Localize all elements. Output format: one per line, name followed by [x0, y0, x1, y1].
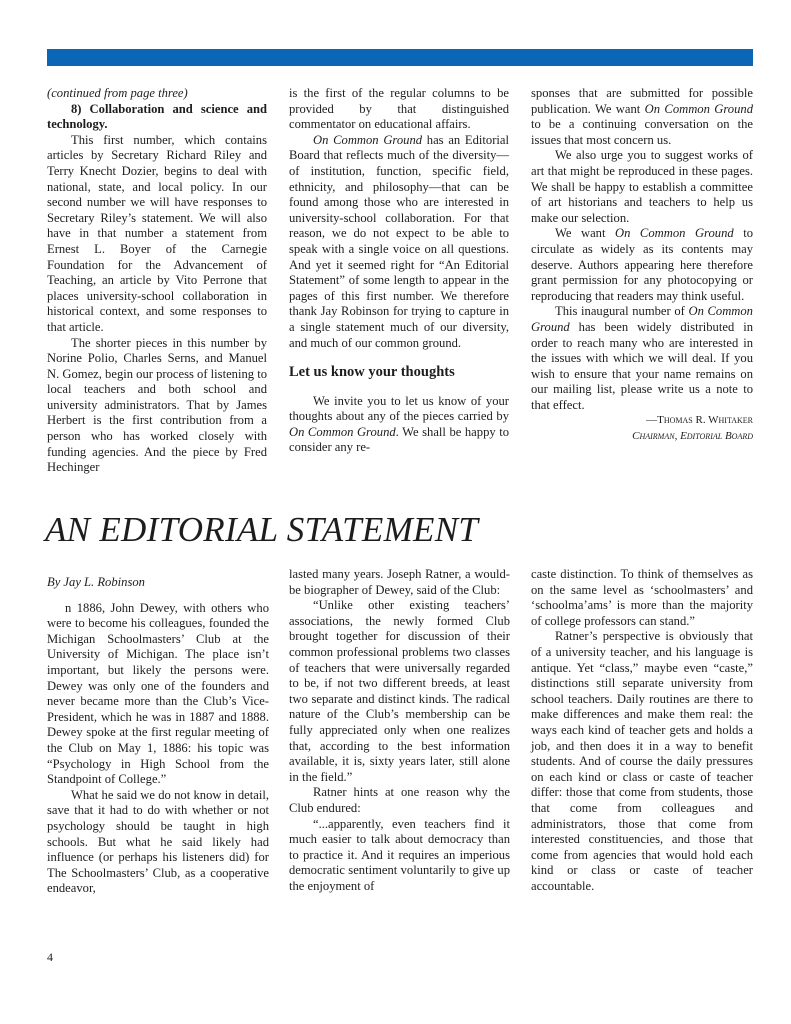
point-heading: 8) Collaboration and science and technology.	[47, 101, 267, 132]
paragraph-text: This inaugural number of	[555, 304, 689, 319]
paragraph	[289, 394, 509, 456]
paragraph: caste distinction. To think of themselves as on the same level as ‘schoolmasters’ and ‘schoolma’ams’ is more than the majority of college professors can stand.”	[531, 567, 753, 628]
paragraph: What he said we do not know in detail, save that it had to do with whether or not psychology should be taught in high schools. But what he said likely had influence (or perhaps his listeners did) for The Schoolmasters’ Club, as a cooperative endeavor,	[47, 787, 269, 896]
article-title: AN EDITORIAL STATEMENT	[45, 510, 479, 549]
paragraph-text: We want	[555, 226, 616, 241]
continued-note: (continued from page three)	[47, 86, 188, 100]
article-column-1	[47, 567, 269, 897]
paragraph-text: has an Editorial Board that reflects much of the diversity—of institution, function, specific field, ethnicity, and philosophy—that can be found among those who are interested in university-school collaboration. For that reason, we do not expect to be able to speak with a single voice on all questions. And yet it seemed right for “An Editorial Statement” of some length to appear in the pages of this first number. We therefore thank Jay Robinson for trying to capture in a single statement much of our diversity, and much of our common ground.	[289, 132, 510, 350]
signature-name: —Thomas R. Whitaker	[646, 414, 753, 427]
journal-title: On Common Ground	[531, 304, 753, 334]
paragraph-text: has been widely distributed in order to reach many who are interested in the issues with which we will deal. If you wish to ensure that your name remains on our mailing list, please write us a note to that effect.	[531, 319, 753, 412]
intro-column-2	[289, 86, 509, 456]
intro-column-3	[531, 86, 753, 445]
paragraph: This first number, which contains articles by Secretary Richard Riley and Terry Knecht Dozier, begins to deal with national, state, and local policy. In our second number we will have responses to Secretary Riley’s statement. We will also have in that number a statement from Ernest L. Boyer of the Carnegie Foundation for the Advancement of Teaching, an article by Vito Perrone that places university-school collaboration in historical context, and some responses to that article.	[47, 132, 267, 334]
byline: By Jay L. Robinson	[47, 575, 145, 589]
paragraph-text: sponses that are submitted for possible publication. We want	[531, 86, 753, 116]
journal-title: On Common Ground	[313, 132, 423, 147]
intro-column-1	[47, 86, 267, 476]
article-column-3	[531, 567, 753, 894]
section-heading: Let us know your thoughts	[289, 364, 455, 381]
paragraph	[531, 86, 753, 148]
paragraph: is the first of the regular columns to be provided by that distinguished commentator on educational affairs.	[289, 86, 509, 132]
paragraph-text: to circulate as widely as its contents may deserve. Authors appearing here therefore grant permission for any photocopying or reproducing that readers may think useful.	[531, 226, 753, 303]
block-quote: “Unlike other existing teachers’ associations, the newly formed Club brought together for discussion of their common professional problems two classes of teachers that were universally regarded to be, if not two different breeds, at least two separate and distinct kinds. The radical nature of the Club’s membership can be fully appreciated only when one realizes that, according to the best information available, it is, sixty years later, still alone in the field.”	[289, 598, 510, 784]
journal-title: On Common Ground	[644, 101, 753, 116]
article-column-2	[289, 567, 510, 894]
paragraph: We also urge you to suggest works of art that might be reproduced in these pages. We shall be happy to establish a committee of art historians and teachers to help us make our selection.	[531, 148, 753, 225]
journal-title: On Common Ground	[289, 424, 396, 439]
signature-title: Chairman, Editorial Board	[632, 430, 753, 443]
block-quote: “...apparently, even teachers find it much easier to talk about democracy than to practice it. And it requires an imperious democratic sentiment voluntarily to give up the enjoyment of	[289, 816, 510, 893]
paragraph-text: to be a continuing conversation on the issues that most concern us.	[531, 117, 753, 147]
paragraph	[531, 226, 753, 304]
paragraph-text: . We shall be happy to consider any re-	[289, 424, 509, 455]
paragraph	[531, 304, 753, 413]
paragraph: lasted many years. Joseph Ratner, a would-be biographer of Dewey, said of the Club:	[289, 567, 510, 597]
paragraph-text: We invite you to let us know of your thoughts about any of the pieces carried by	[289, 393, 509, 424]
paragraph: Ratner’s perspective is obviously that of a university teacher, and his language is antique. Yet “class,” maybe even “caste,” distinctions still separate university from school teachers. Daily routines are there to make differences and make them real: the ways each kind of teacher gets and holds a job, and then does it in a way to benefit students. And of course the daily pressures on each kind or class or caste of teacher differ: those that come from students, those that come from colleagues and administrators, those that come from interested constituencies, and those that come from agencies that would hold each kind or class or caste of teacher accountable.	[531, 629, 753, 893]
journal-title: On Common Ground	[615, 226, 734, 241]
paragraph	[289, 133, 509, 351]
page-number: 4	[47, 950, 53, 964]
paragraph: Ratner hints at one reason why the Club endured:	[289, 785, 510, 815]
paragraph: The shorter pieces in this number by Norine Polio, Charles Serns, and Manuel N. Gomez, begin our process of listening to local teachers and both school and university administrators. That by James Herbert is the first contribution from a person who has worked closely with funding agencies. And the piece by Fred Hechinger	[47, 335, 267, 475]
header-accent-bar	[47, 49, 753, 66]
paragraph: n 1886, John Dewey, with others who were to become his colleagues, founded the Michigan Schoolmasters’ Club at the University of Michigan. The place isn’t important, but likely the persons were. Dewey was only one of the founders and never became more than the Club’s Vice-President, which he was in 1887 and 1888. Dewey spoke at the first regular meeting of the Club on May 1, 1886: his topic was “Psychology in High School from the Standpoint of College.”	[47, 600, 269, 787]
